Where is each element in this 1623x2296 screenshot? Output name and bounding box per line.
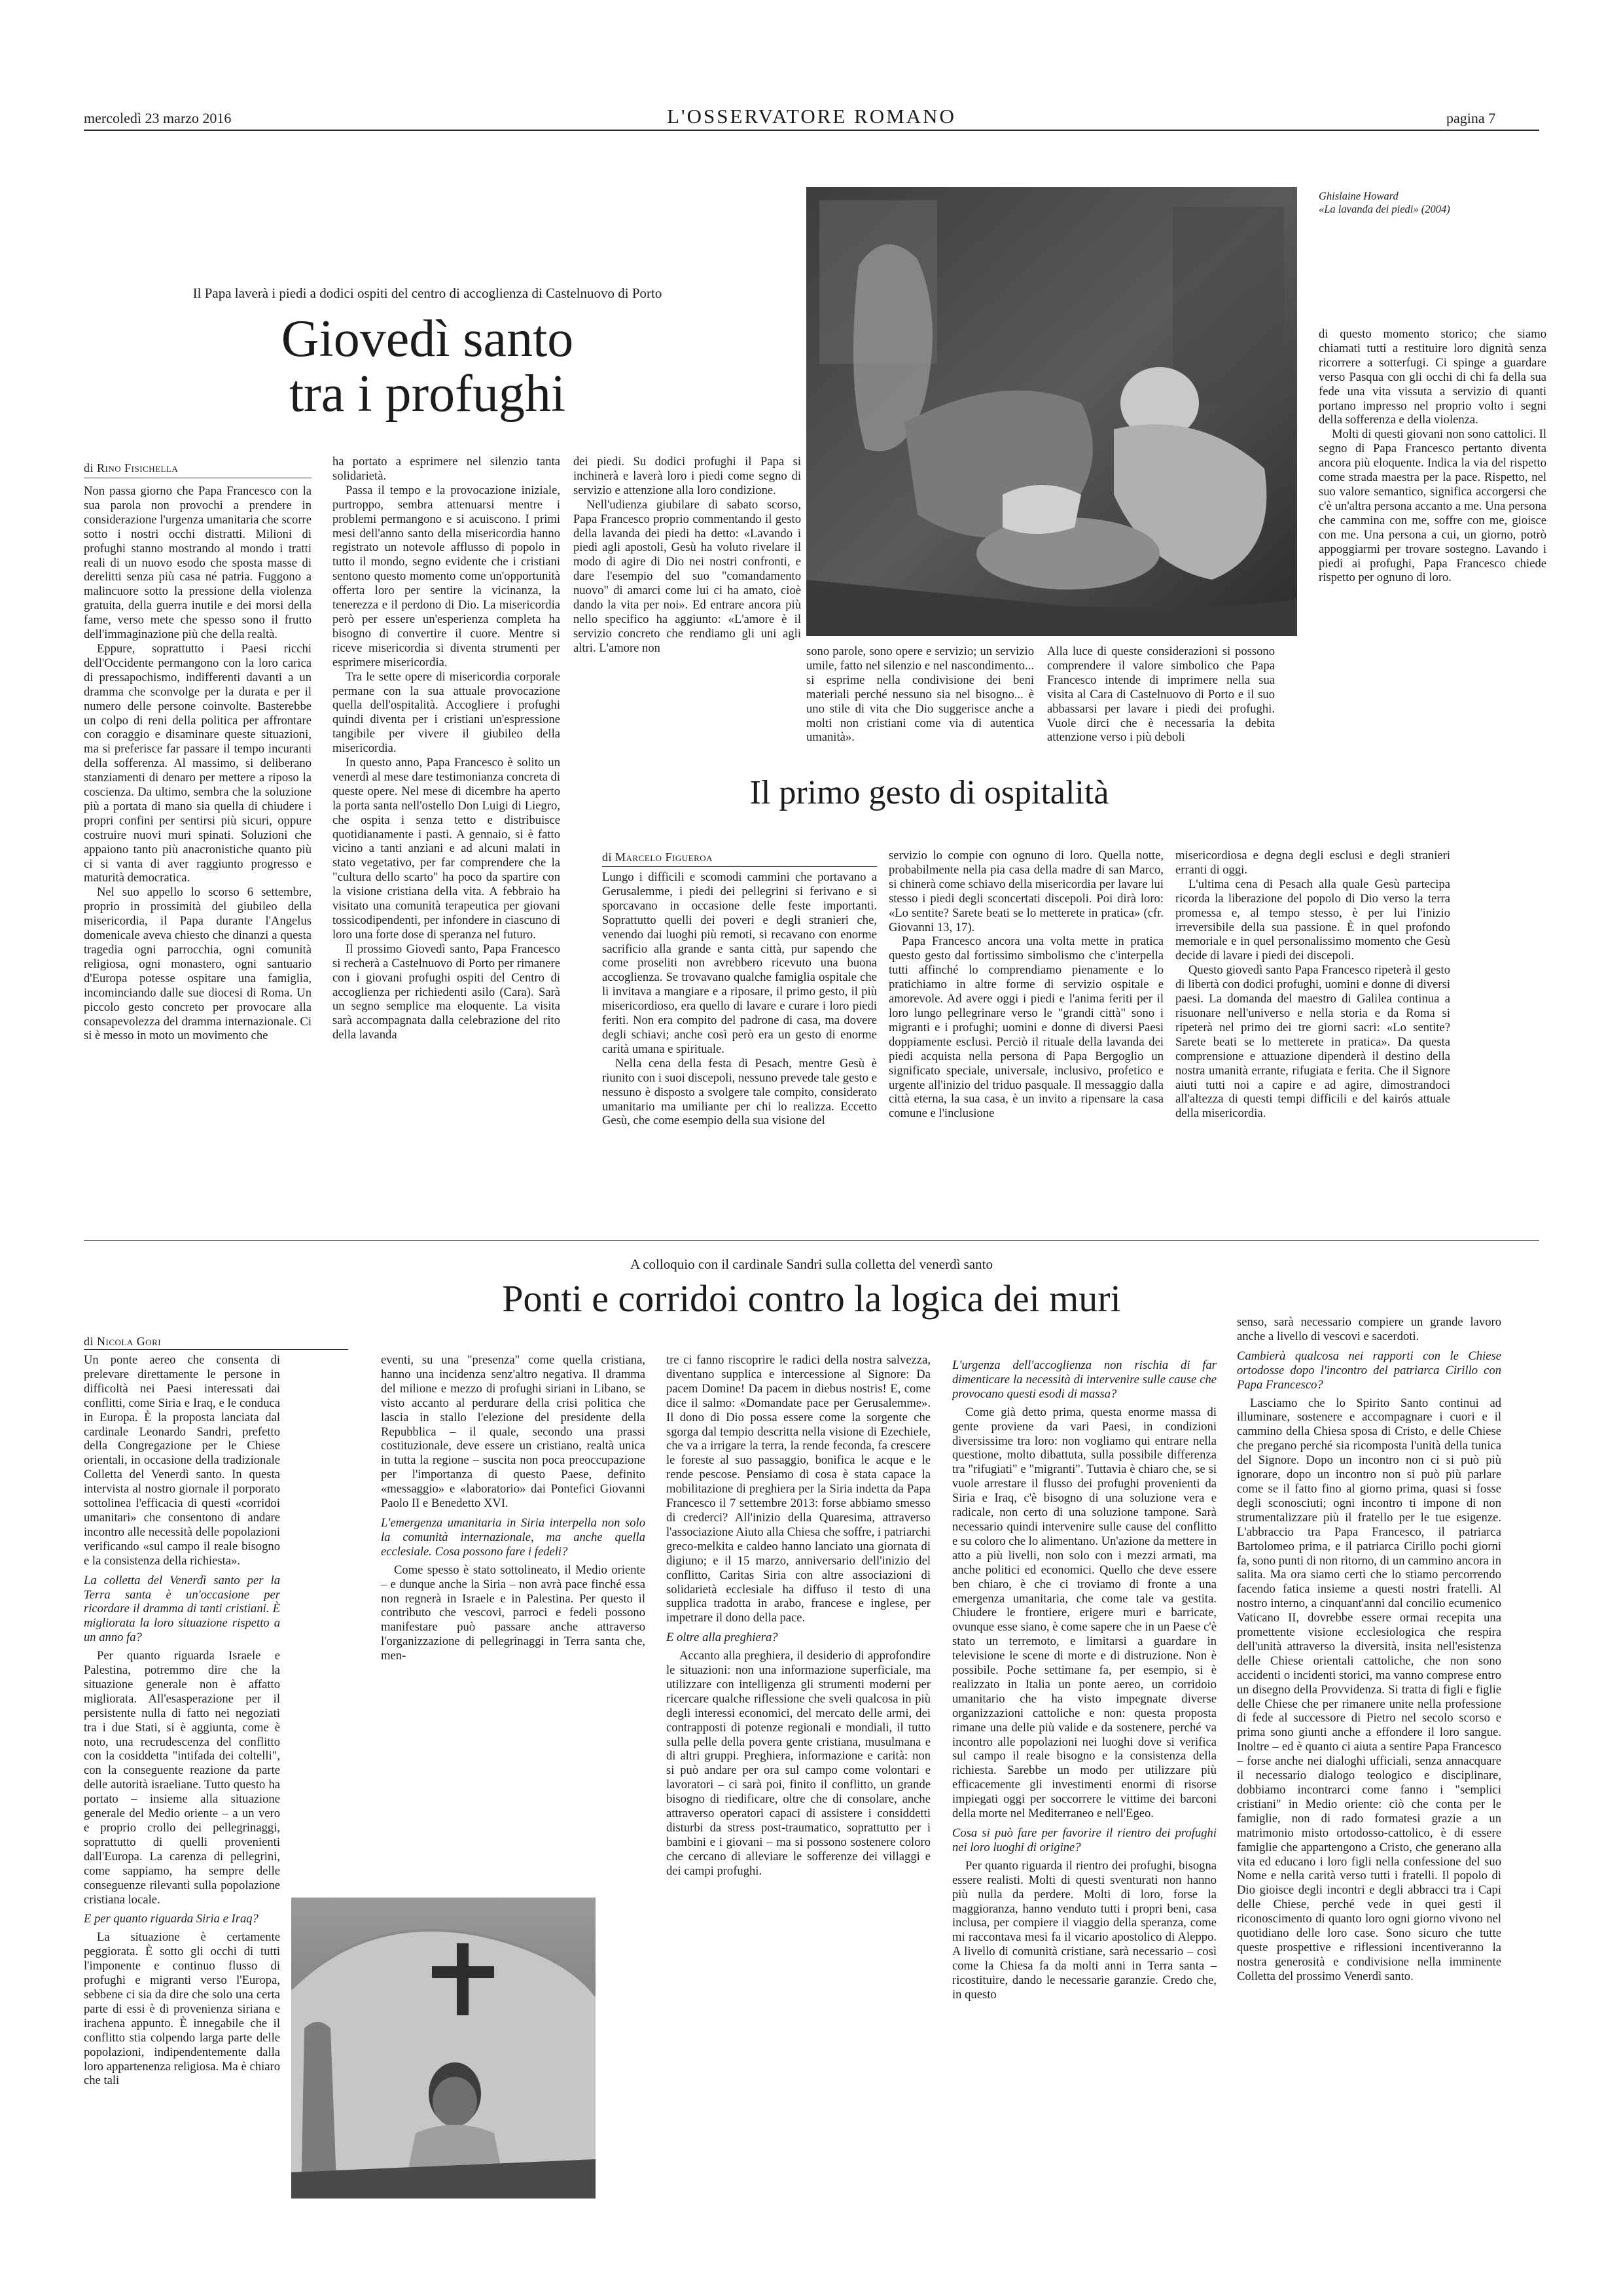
article3-kicker: A colloquio con il cardinale Sandri sulla colletta del venerdì santo xyxy=(630,1256,993,1272)
byline-rule xyxy=(602,866,877,867)
paragraph: senso, sarà necessario compiere un grande lavoro anche a livello di vescovi e sacerdoti. xyxy=(1237,1315,1501,1343)
paragraph: Papa Francesco ancora una volta mette in pratica questo gesto dal fortissimo simbolismo che c'interpella tutti affinché lo comprendiamo pienamente e lo pratichiamo in altre forme di servizio ospitale e amorevole. Ad avere oggi i piedi e l'anima feriti per il loro lungo pellegrinare verso le "grandi città" sono i migranti e i profughi; uomini e donne di diversi Paesi doppiamente esclusi. Perciò il rituale della lavanda dei piedi acquista nella persona di Papa Bergoglio un significato speciale, universale, inclusivo, profetico e urgente all'inizio del triduo pasquale. Il messaggio dalla città eterna, la sua casa, è un invito a ripensare la casa comune e l'inclusione xyxy=(889,934,1164,1121)
paragraph: Non passa giorno che Papa Francesco con la sua parola non provochi a prendere in considerazione l'urgenza umanitaria che scorre sotto i nostri occhi distratti. Milioni di profughi stanno mostrando al mondo i tratti reali di un nuovo esodo che sposta masse di derelitti senza più casa né patria. Fuggono a malincuore sotto la pressione della violenza gratuita, della guerra inutile e dei morsi della fame, verso mete che spesso sono il frutto dell'immaginazione più che della realtà. xyxy=(84,484,312,642)
paragraph: Questo giovedì santo Papa Francesco ripeterà il gesto di libertà con dodici profughi, uomini e donne di diversi paesi. La domanda del maestro di Galilea continua a risuonare nell'universo e nella storia e da Roma si ripeterà nel primo dei tre giorni sacri: «Lo sentite? Sarete beati se lo metterete in pratica». Da questa comprensione e attuazione dipenderà il destino della nostra umanità errante, rifugiata e ferita. Che il Signore aiuti tutti noi a capire e ad agire, dimostrandoci all'altezza di questi tempi difficili e del kairós attuale della misericordia. xyxy=(1175,963,1450,1121)
paragraph: Accanto alla preghiera, il desiderio di approfondire le situazioni: non una informazione superficiale, ma utilizzare con intelligenza gli strumenti moderni per ricercare qualche riflessione che sveli qualcosa in più degli interessi economici, del mercato delle armi, dei contrapposti di potenze regionali e mondiali, il tutto sulla pelle della povera gente cristiana, musulmana e di altri gruppi. Preghiera, informazione e carità: non si può andare per ora sul campo come volontari e lavoratori – ci sarà poi, finito il conflitto, un grande bisogno di riedificare, oltre che di consolare, anche attraverso operatori capaci di assistere i considdetti disturbi da stress post-traumatico, soprattutto per i bambini e i giovani – ma si possono sostenere coloro che cercano di alleviare le sofferenze dei villaggi e dei campi profughi. xyxy=(666,1649,931,1878)
article1-column-1 xyxy=(84,484,312,1043)
interview-question: E per quanto riguarda Siria e Iraq? xyxy=(84,1912,259,1926)
article1-column-3 xyxy=(573,455,801,656)
article1-column-4 xyxy=(806,645,1034,745)
byline-prefix: di xyxy=(602,851,616,864)
painting-caption xyxy=(1319,190,1546,216)
byline-prefix: di xyxy=(84,1335,98,1348)
paragraph: Il prossimo Giovedì santo, Papa Francesco si recherà a Castelnuovo di Porto per rimanere con i giovani profughi ospiti del Centro di accoglienza per richiedenti asilo (Cara). Sarà un segno semplice ma eloquente. La visita sarà accompagnata dalla celebrazione del rito della lavanda xyxy=(332,942,560,1042)
paragraph: La situazione è certamente peggiorata. È sotto gli occhi di tutti l'imponente e continuo flusso di profughi e migranti verso l'Europa, sebbene ci sia da dire che solo una certa parte di essi è di provenienza siriana e irachena appunto. È innegabile che il conflitto stia colpendo larga parte delle popolazioni, indipendentemente dalla loro appartenenza religiosa. Ma è chiaro che tali xyxy=(84,1930,280,2088)
paragraph: Come già detto prima, questa enorme massa di gente proviene da vari Paesi, in condizioni diversissime tra loro: non vogliamo qui entrare nella questione, molto dibattuta, sulla possibile differenza tra "rifugiati" e "migranti". Tuttavia è chiaro che, se si vuole arrestare il flusso dei profughi provenienti da Siria e Iraq, c'è bisogno di una soluzione vera e radicale, non certo di una soluzione tampone. Sarà necessario quindi intervenire sulle cause del conflitto e su coloro che lo alimentano. Un'azione da mettere in atto a più livelli, non solo con i mezzi armati, ma anche politici ed economici. Quello che deve essere ben chiaro, è che ci troviamo di fronte a una emergenza umanitaria, che come tale va gestita. Chiudere le frontiere, erigere muri e barricate, ovunque esse siano, è come sapere che in un Paese c'è stato un terremoto, e limitarsi a guardare in televisione le scene di morte e di distruzione. Non è possibile. Poche settimane fa, per esempio, si è realizzato in Italia un ponte aereo, un corridoio umanitario che ha visto impegnate diverse organizzazioni cattoliche e non: questa proposta rimane una delle più valide e da sostenere, perché va incontro alle popolazioni nei luoghi dove si verifica sul campo il reale bisogno e la consistenza della richiesta. Sarebbe un modo per utilizzare più efficacemente gli investimenti enormi di risorse impiegati oggi per soccorrere le vittime dei barconi della morte nel Mediterraneo e nell'Egeo. xyxy=(952,1405,1217,1821)
author-name: Marcelo Figueroa xyxy=(615,851,713,864)
interview-question: L'emergenza umanitaria in Siria interpella non solo la comunità internazionale, ma anche quella ecclesiale. Cosa possono fare i fedeli? xyxy=(381,1515,645,1559)
paragraph: sono parole, sono opere e servizio; un servizio umile, fatto nel silenzio e nel nascondimento... si esprime nella condivisione dei beni materiali perché nessuno sia nel bisogno... è uno stile di vita che Dio suggerisce anche a molti non cristiani come via di autentica umanità». xyxy=(806,645,1034,745)
paragraph: Tra le sette opere di misericordia corporale permane con la sua attuale provocazione quella dell'ospitalità. Accogliere i profughi quindi diventa per i cristiani un'espressione tangibile per vivere il giubileo della misericordia. xyxy=(332,669,560,756)
article2-column-3 xyxy=(1175,849,1450,1121)
paragraph: Lasciamo che lo Spirito Santo continui ad illuminare, sostenere e accompagnare i cuori e il cammino della Chiesa sposa di Cristo, e delle Chiese che pregano perché sia ricomposta l'unità della tunica del Signore. Dopo un incontro non ci si può più ignorare, dopo un incontro non si può più parlare come se il fatto fino al giorno prima, quasi si fosse degli sconosciuti; ogni incontro ti impone di non strumentalizzare più il fratello per le tue esigenze. L'abbraccio tra Papa Francesco, il patriarca Bartolomeo prima, e il patriarca Cirillo pochi giorni fa, sono punti di non ritorno, di un cammino ancora in salita. Ma ora siamo certi che lo stiamo percorrendo facendo fatica insieme a questi nostri fratelli. Al nostro interno, a cinquant'anni dal concilio ecumenico Vaticano II, dovrebbe essere ormai recepita una promettente visione ecclesiologica che respira dell'unità attraverso la diversità, insita nell'esistenza delle Chiese orientali cattoliche, che non sono accidenti o incidenti storici, ma vanno comprese entro un disegno della Provvidenza. Si tratta di figli e figlie delle Chiese che per rimanere unite nella professione di fede al successore di Pietro nel secolo scorso e prima sono giunti anche a effondere il loro sangue. Inoltre – ed è quanto ci aiuta a sentire Papa Francesco – forse anche nei dialoghi ufficiali, senza annacquare il necessario dialogo teologico e disciplinare, dobbiamo incontrarci come fanno i "semplici cristiani" in Medio oriente: ciò che conta per le famiglie, non di rado formatesi grazie a un matrimonio misto ortodosso-cattolico, è di essere famiglie che appartengono a Cristo, che generano alla vita ed educano i loro figli nella confessione del suo Nome e nella carità verso tutti i fratelli. Il popolo di Dio gioisce degli incontri e degli abbracci tra i Capi delle Chiese, perché vede in quei gesti il riconoscimento di quanto loro ogni giorno vivono nel quotidiano delle loro case. Sono sicuro che tutte queste prospettive e riflessioni incentiveranno la nostra generosità e condivisione nella imminente Colletta del prossimo Venerdì santo. xyxy=(1237,1396,1501,1983)
article2-headline: Il primo gesto di ospitalità xyxy=(749,774,1109,811)
newspaper-title: L'OSSERVATORE ROMANO xyxy=(667,105,956,128)
article1-column-2 xyxy=(332,455,560,1042)
paragraph: Come spesso è stato sottolineato, il Medio oriente – e dunque anche la Siria – non avrà pace finché essa non regnerà in Israele e in Palestina. Per questo il contributo che vescovi, parroci e fedeli possono manifestare può passare anche attraverso l'organizzazione di pellegrinaggi in Terra santa che, men- xyxy=(381,1563,645,1663)
painting-foot-washing xyxy=(806,187,1297,636)
interview-question: L'urgenza dell'accoglienza non rischia di far dimenticare la necessità di intervenire sulle cause che provocano questi esodi di massa? xyxy=(952,1358,1217,1401)
article1-byline xyxy=(84,461,312,475)
masthead-rule xyxy=(84,130,1539,131)
article3-column-4 xyxy=(952,1353,1217,2002)
paragraph: Passa il tempo e la provocazione iniziale, purtroppo, sembra attenuarsi mentre i problemi permangono e si acuiscono. I primi mesi dell'anno santo della misericordia hanno registrato un notevole afflusso di popolo in tutto il mondo, segno evidente che i cristiani sentono questo momento come un'opportunità offerta loro per sentire la vicinanza, la tenerezza e il perdono di Dio. La misericordia però per essere un'esperienza completa ha bisogno di convertire il cuore. Mentre si riceve misericordia si diventa strumenti per esprimere misericordia. xyxy=(332,483,560,669)
article3-headline: Ponti e corridoi contro la logica dei muri xyxy=(502,1277,1121,1320)
page-number: pagina 7 xyxy=(1446,110,1496,126)
paragraph: Nel suo appello lo scorso 6 settembre, proprio in prossimità del giubileo della misericordia, il Papa durante l'Angelus domenicale aveva chiesto che dinanzi a questa tragedia ogni parrocchia, ogni comunità religiosa, ogni monastero, ogni santuario d'Europa potesse ospitare una famiglia, incominciando dalle sue diocesi di Roma. Un piccolo gesto concreto per provocare alla consapevolezza del dramma internazionale. Ci si è messo in moto un movimento che xyxy=(84,885,312,1043)
paragraph: di questo momento storico; che siamo chiamati tutti a restituire loro dignità senza ricorrere a sotterfugi. Ci spinge a guardare verso Pasqua con gli occhi di chi fa della sua fede una vita vissuta a servizio di quanti portano impresso nel proprio volto i segni della sofferenza e della violenza. xyxy=(1319,327,1546,427)
paragraph: eventi, su una "presenza" come quella cristiana, hanno una incidenza senz'altro negativa. Il dramma del milione e mezzo di profughi siriani in Libano, se visto accanto al perdurare della crisi politica che lascia in stallo l'elezione del presidente della Repubblica – il quale, secondo una prassi costituzionale, deve essere un cristiano, realtà unica in tutta la regione – suscita non poca preoccupazione per l'importanza di questo Paese, definito «messaggio» e «laboratorio» dai Pontefici Giovanni Paolo II e Benedetto XVI. xyxy=(381,1353,645,1511)
article3-column-3 xyxy=(666,1353,931,1879)
article1-headline-line2: tra i profughi xyxy=(289,365,566,423)
interview-question: E oltre alla preghiera? xyxy=(666,1631,778,1645)
article1-column-6 xyxy=(1319,327,1546,585)
article1-headline-line1: Giovedì santo xyxy=(281,310,574,368)
paragraph: Eppure, soprattutto i Paesi ricchi dell'Occidente permangono con la loro carica di pressapochismo, indifferenti davanti a un dramma che sconvolge per la durata e per il numero delle persone coinvolte. Basterebbe un colpo di reni della politica per affrontare con coraggio e disaminare queste situazioni, ma si preferisce far passare il tempo incuranti della sofferenza. Al massimo, si deliberano stanziamenti di denaro per mettere a riposo la coscienza. Da ultimo, sembra che la soluzione più a portata di mano sia quella di chiudere i propri confini per sentirsi più sicuri, oppure costruire nuovi muri spinati. Soluzioni che appaiono tanto più anacronistiche quanto più ci si vanta di aver raggiunto progresso e maturità democratica. xyxy=(84,641,312,885)
paragraph: servizio lo compie con ognuno di loro. Quella notte, probabilmente nella pia casa della madre di san Marco, si chinerà come schiavo della misericordia per lavare lui stesso i piedi degli sconcertati discepoli. Poi dirà loro: «Lo sentite? Sarete beati se lo metterete in pratica» (cfr. Giovanni 13, 17). xyxy=(889,849,1164,934)
article3-column-1 xyxy=(84,1353,280,2088)
paragraph: Nell'udienza giubilare di sabato scorso, Papa Francesco proprio commentando il gesto della lavanda dei piedi ha detto: «Lavando i piedi agli apostoli, Gesù ha voluto rivelare il modo di agire di Dio nei nostri confronti, e dare l'esempio del suo "comandamento nuovo" di amarci come lui ci ha amato, cioè dando la vita per noi». Ed entrare ancora più nello specifico ha aggiunto: «L'amore è il servizio concreto che rendiamo gli uni agli altri. L'amore non xyxy=(573,497,801,655)
paragraph: Molti di questi giovani non sono cattolici. Il segno di Papa Francesco pertanto diventa ancora più eloquente. Indica la via del rispetto come strada maestra per la pace. Rispetto, nel suo valore semantico, significa accorgersi che c'è un'altra persona accanto a me. Una persona che cammina con me, soffre con me, gioisce con me. Una persona a cui, un giorno, potrò appoggiarmi per trovare sostegno. Lavando i piedi ai profughi, Papa Francesco chiede rispetto per ognuno di loro. xyxy=(1319,427,1546,585)
article3-column-2 xyxy=(381,1353,645,1663)
issue-date: mercoledì 23 marzo 2016 xyxy=(84,110,232,126)
article3-byline xyxy=(84,1335,348,1349)
paragraph: dei piedi. Su dodici profughi il Papa si inchinerà e laverà loro i piedi come segno di servizio e attenzione alla loro condizione. xyxy=(573,455,801,497)
paragraph: Lungo i difficili e scomodi cammini che portavano a Gerusalemme, i piedi dei pellegrini si ferivano e si sporcavano in occasione delle feste importanti. Soprattutto quelli dei poveri e degli stranieri che, venendo dai luoghi più remoti, si recavano con enorme sacrificio alla grande e santa città, pur sapendo che come proseliti non avrebbero ricevuto una buona accoglienza. Se trovavano qualche famiglia ospitale che li invitava a mangiare e a riposare, il primo gesto, il più misericordioso, era quello di lavare e curare i loro piedi feriti. Non era compito del padrone di casa, ma dovere degli schiavi; anche così però era un gesto di enorme carità umana e spirituale. xyxy=(602,870,877,1056)
paragraph: Per quanto riguarda Israele e Palestina, potremmo dire che la situazione generale non è affatto migliorata. All'esasperazione per il persistente nulla di fatto nei negoziati tra i due Stati, si è aggiunta, come è noto, una recrudescenza del conflitto con la cosiddetta "intifada dei coltelli", con la conseguente reazione da parte delle autorità israeliane. Tutto questo ha portato – insieme alla situazione generale del Medio oriente – a un vero e proprio crollo dei pellegrinaggi, soprattutto di quelli provenienti dall'Europa. La carenza di pellegrini, come sappiamo, ha sempre delle conseguenze rilevanti sulla popolazione cristiana locale. xyxy=(84,1649,280,1907)
article2-column-1 xyxy=(602,870,877,1128)
author-name: Nicola Gori xyxy=(97,1335,162,1348)
author-name: Rino Fisichella xyxy=(97,461,179,474)
paragraph: Nella cena della festa di Pesach, mentre Gesù è riunito con i suoi discepoli, nessuno prevede tale gesto e nessuno è disposto a svolgere tale compito, considerato umanitario ma umiliante per chi lo realizza. Eccetto Gesù, che come esempio della sua visione del xyxy=(602,1056,877,1128)
section-rule xyxy=(84,1240,1539,1241)
paragraph: Un ponte aereo che consenta di prelevare direttamente le persone in difficoltà nei Paesi interessati dai conflitti, come Siria e Iraq, e le conduca in Europa. È la proposta lanciata dal cardinale Leonardo Sandri, prefetto della Congregazione per le Chiese orientali, in occasione della tradizionale Colletta del Venerdì santo. In questa intervista al nostro giornale il porporato sottolinea l'efficacia di questi «corridoi umanitari» che consentono di andare incontro alle necessità delle popolazioni verificando «sul campo il reale bisogno e la consistenza della richiesta». xyxy=(84,1353,280,1568)
painting-title: «La lavanda dei piedi» (2004) xyxy=(1319,203,1450,215)
article3-column-5 xyxy=(1237,1315,1501,1984)
article1-headline xyxy=(84,311,771,421)
article1-column-5 xyxy=(1047,645,1275,745)
interview-question: Cosa si può fare per favorire il rientro dei profughi nei loro luoghi di origine? xyxy=(952,1826,1217,1854)
painting-author: Ghislaine Howard xyxy=(1319,190,1399,202)
byline-rule xyxy=(84,1349,348,1350)
byline-prefix: di xyxy=(84,461,98,474)
article1-kicker: Il Papa laverà i piedi a dodici ospiti del centro di accoglienza di Castelnuovo di Porto xyxy=(192,285,662,301)
interview-question: Cambierà qualcosa nei rapporti con le Chiese ortodosse dopo l'incontro del patriarca Cirillo con Papa Francesco? xyxy=(1237,1349,1501,1392)
paragraph: In questo anno, Papa Francesco è solito un venerdì al mese dare testimonianza concreta di queste opere. Nel mese di dicembre ha aperto la porta santa nell'ostello Don Luigi di Liegro, che ospita i senza tetto e distribuisce quotidianamente i pasti. A gennaio, si è fatto vicino a tanti anziani e ad alcuni malati in stato vegetativo, per far comprendere che la "cultura dello scarto" ha poco da spartire con la visione cristiana della vita. A febbraio ha visitato una comunità terapeutica per giovani tossicodipendenti, per infondere in ciascuno di loro una forte dose di speranza nel futuro. xyxy=(332,756,560,942)
paragraph: Alla luce di queste considerazioni si possono comprendere il valore simbolico che Papa Francesco intende di imprimere nella sua visita al Cara di Castelnuovo di Porto e il suo abbassarsi per lavare i piedi dei profughi. Vuole dirci che è necessaria la debita attenzione verso i più deboli xyxy=(1047,645,1275,745)
paragraph: tre ci fanno riscoprire le radici della nostra salvezza, diventano supplica e intercessione al Signore: Da pacem Domine! Da pacem in diebus nostris! E, come dice il salmo: «Domandate pace per Gerusalemme». Il dono di Dio possa essere come la sorgente che sgorga dal tempio descritta nella visione di Ezechiele, che va a irrigare la terra, la rende feconda, fa crescere le foreste al suo passaggio, bonifica le acque e le rende pescose. Pensiamo di cosa è stata capace la mobilitazione di preghiera per la Siria indetta da Papa Francesco il 7 settembre 2013: forse abbiamo smesso di crederci? All'inizio della Quaresima, attraverso l'associazione Aiuto alla Chiesa che soffre, i patriarchi greco-melkita e caldeo hanno lanciato una giornata di digiuno; e il 15 marzo, anniversario dell'inizio del conflitto, Caritas Siria con altre associazioni di solidarietà ecclesiale ha diffuso il testo di una supplica tradotta in arabo, francese e inglese, per impetrare il dono della pace. xyxy=(666,1353,931,1625)
paragraph: L'ultima cena di Pesach alla quale Gesù partecipa ricorda la liberazione del popolo di Dio verso la terra promessa e, al tempo stesso, è per lui l'inizio irreversibile della sua passione. È in quel profondo memoriale e in quel personalissimo momento che Gesù decide di lavare i piedi dei discepoli. xyxy=(1175,877,1450,963)
article2-byline xyxy=(602,851,877,864)
paragraph: misericordiosa e degna degli esclusi e degli stranieri erranti di oggi. xyxy=(1175,849,1450,877)
article2-column-2 xyxy=(889,849,1164,1121)
paragraph: Per quanto riguarda il rientro dei profughi, bisogna essere realisti. Molti di questi sventurati non hanno più nulla da perdere. Molti di loro, forse la maggioranza, hanno venduto tutti i propri beni, casa inclusa, per compiere il viaggio della speranza, come mi raccontava mesi fa il vicario apostolico di Aleppo. A livello di comunità cristiane, sarà necessario – così come la Chiesa fa da molti anni in Terra santa – ricostituire, dando le necessarie garanzie. Credo che, in questo xyxy=(952,1858,1217,2002)
photo-refugee-boy xyxy=(291,1898,596,2199)
paragraph: ha portato a esprimere nel silenzio tanta solidarietà. xyxy=(332,455,560,483)
interview-question: La colletta del Venerdì santo per la Terra santa è un'occasione per ricordare il dramma di tanti cristiani. È migliorata la loro situazione rispetto a un anno fa? xyxy=(84,1573,280,1645)
